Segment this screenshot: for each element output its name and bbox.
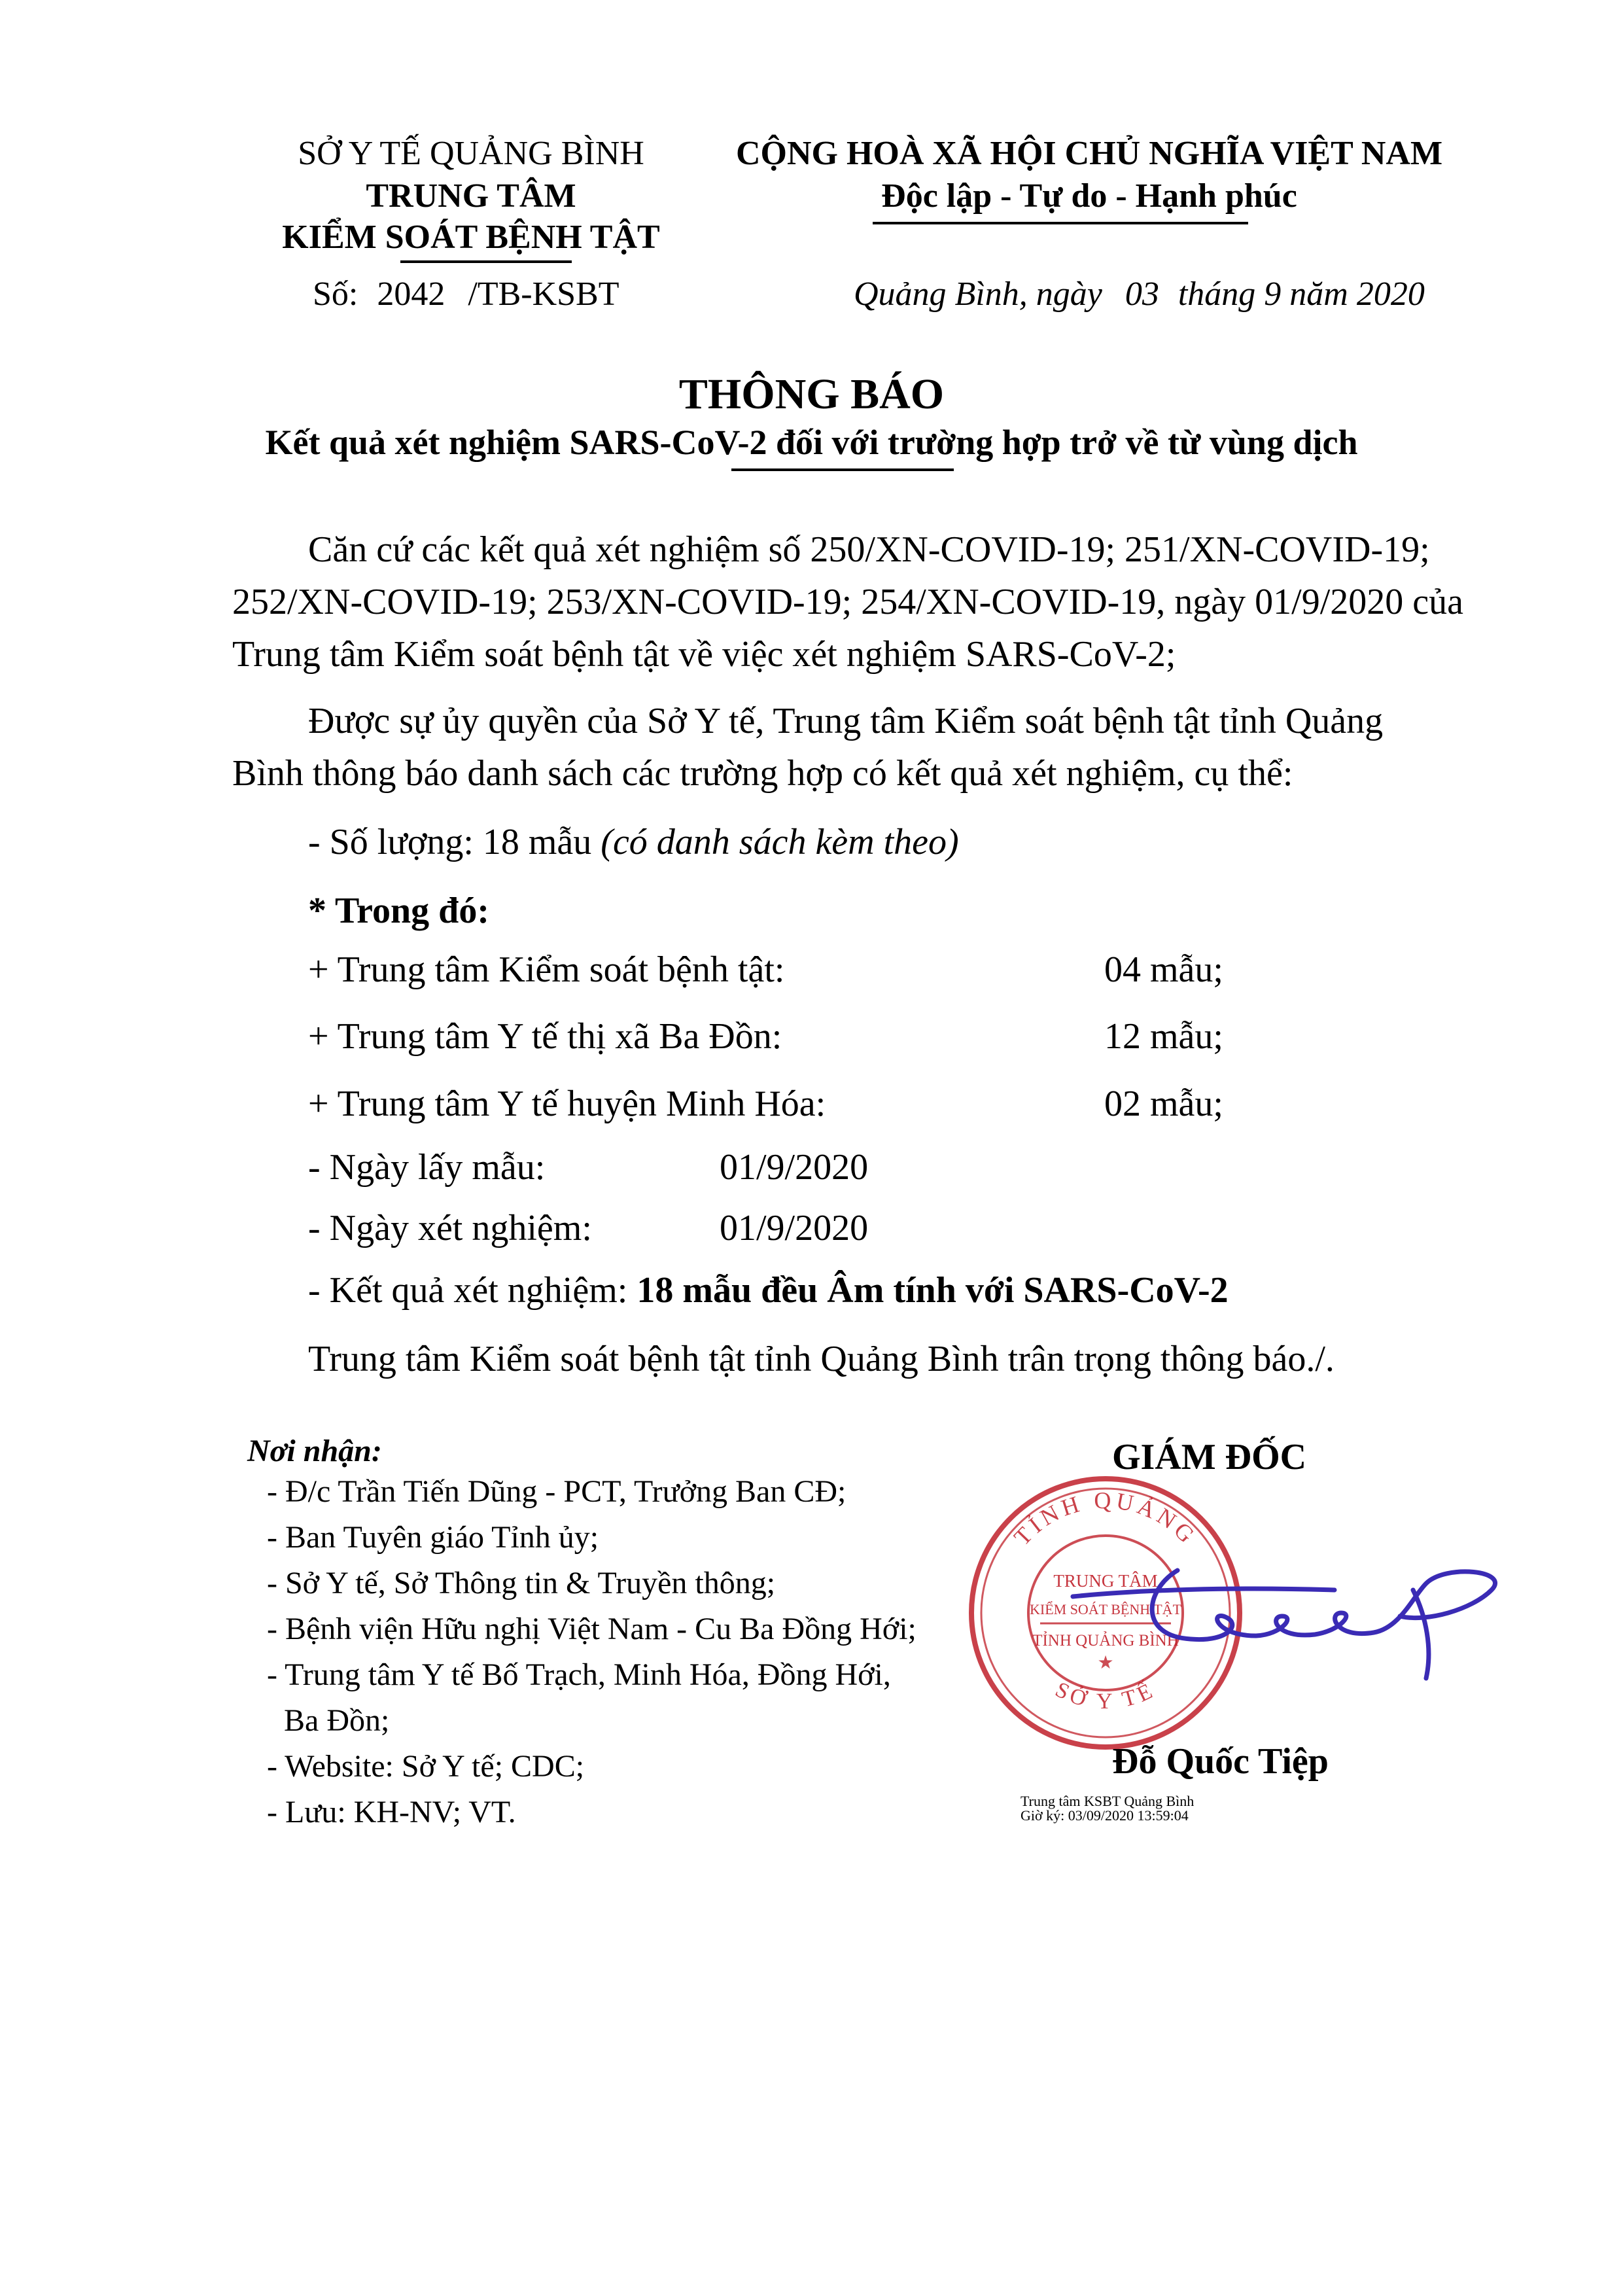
stamp-star-icon: ★ xyxy=(1097,1653,1114,1673)
recipients-title: Nơi nhận: xyxy=(247,1434,382,1468)
para1-line3: Trung tâm Kiểm soát bệnh tật về việc xét nghiệm SARS-CoV-2; xyxy=(232,634,1176,675)
stamp-line-3: TỈNH QUẢNG BÌNH xyxy=(1032,1632,1179,1650)
recipient-item: Ba Đồn; xyxy=(284,1703,390,1738)
issue-date: Quảng Bình, ngày 03 tháng 9 năm 2020 xyxy=(854,275,1425,313)
national-title: CỘNG HOÀ XÃ HỘI CHỦ NGHĨA VIỆT NAM xyxy=(735,135,1443,172)
document-title: THÔNG BÁO xyxy=(678,370,945,418)
agency-parent: SỞ Y TẾ QUẢNG BÌNH xyxy=(298,135,644,172)
agency-underline xyxy=(400,260,572,263)
stamp-line-2: KIỂM SOÁT BỆNH TẬT xyxy=(1029,1601,1182,1617)
para2-line1: Được sự ủy quyền của Sở Y tế, Trung tâm Kiểm soát bệnh tật tỉnh Quảng xyxy=(308,701,1384,741)
document-subtitle: Kết quả xét nghiệm SARS-CoV-2 đối với trường hợp trở về từ vùng dịch xyxy=(265,423,1358,462)
doc-number: Số: 2042 /TB-KSBT xyxy=(313,275,620,313)
stamp-top-text: TỈNH QUẢNG xyxy=(1009,1487,1202,1551)
breakdown-name-1: + Trung tâm Kiểm soát bệnh tật: xyxy=(308,949,785,990)
para2-line2: Bình thông báo danh sách các trường hợp có kết quả xét nghiệm, cụ thể: xyxy=(232,753,1293,794)
handwritten-signature xyxy=(1060,1525,1531,1695)
para1-line2: 252/XN-COVID-19; 253/XN-COVID-19; 254/XN-COVID-19, ngày 01/9/2020 của xyxy=(232,582,1463,622)
recipient-item: - Website: Sở Y tế; CDC; xyxy=(267,1749,585,1784)
recipient-item: - Sở Y tế, Sở Thông tin & Truyền thông; xyxy=(267,1566,776,1600)
digital-signature-time: Giờ ký: 03/09/2020 13:59:04 xyxy=(1021,1807,1189,1824)
recipient-item: - Lưu: KH-NV; VT. xyxy=(267,1795,516,1829)
national-motto: Độc lập - Tự do - Hạnh phúc xyxy=(881,177,1297,215)
recipients-list xyxy=(267,1469,916,1835)
stamp-line-1: TRUNG TÂM xyxy=(1053,1571,1158,1591)
breakdown-count-3: 02 mẫu; xyxy=(1104,1084,1223,1124)
closing-line: Trung tâm Kiểm soát bệnh tật tỉnh Quảng Bình trân trọng thông báo./. xyxy=(308,1339,1335,1379)
test-date-label: - Ngày xét nghiệm: xyxy=(308,1208,592,1248)
agency-name-2: KIỂM SOÁT BỆNH TẬT xyxy=(282,219,660,256)
breakdown-name-2: + Trung tâm Y tế thị xã Ba Đồn: xyxy=(308,1016,782,1057)
recipient-item: - Đ/c Trần Tiến Dũng - PCT, Trưởng Ban CĐ; xyxy=(267,1474,846,1509)
sample-date-value: 01/9/2020 xyxy=(720,1147,869,1188)
para1-line1: Căn cứ các kết quả xét nghiệm số 250/XN-COVID-19; 251/XN-COVID-19; xyxy=(308,529,1430,570)
signer-name: Đỗ Quốc Tiệp xyxy=(1112,1741,1329,1782)
test-date-value: 01/9/2020 xyxy=(720,1208,869,1248)
breakdown-count-2: 12 mẫu; xyxy=(1104,1016,1223,1057)
sample-date-label: - Ngày lấy mẫu: xyxy=(308,1147,546,1188)
stamp-bottom-text: SỞ Y TẾ xyxy=(1051,1677,1160,1714)
subtitle-underline xyxy=(731,468,954,471)
recipient-item: - Trung tâm Y tế Bố Trạch, Minh Hóa, Đồng Hới, xyxy=(267,1657,891,1692)
breakdown-title: * Trong đó: xyxy=(308,891,489,931)
signer-position: GIÁM ĐỐC xyxy=(1112,1437,1307,1477)
recipient-item: - Bệnh viện Hữu nghị Việt Nam - Cu Ba Đồng Hới; xyxy=(267,1612,916,1646)
agency-name-1: TRUNG TÂM xyxy=(366,177,576,215)
recipient-item: - Ban Tuyên giáo Tỉnh ủy; xyxy=(267,1520,599,1555)
breakdown-name-3: + Trung tâm Y tế huyện Minh Hóa: xyxy=(308,1084,826,1124)
breakdown-count-1: 04 mẫu; xyxy=(1104,949,1223,990)
quantity-line: - Số lượng: 18 mẫu (có danh sách kèm theo) xyxy=(308,822,959,862)
result-line: - Kết quả xét nghiệm: 18 mẫu đều Âm tính với SARS-CoV-2 xyxy=(308,1270,1229,1311)
motto-underline xyxy=(873,222,1248,224)
digital-signature-org: Trung tâm KSBT Quảng Bình xyxy=(1021,1793,1195,1809)
